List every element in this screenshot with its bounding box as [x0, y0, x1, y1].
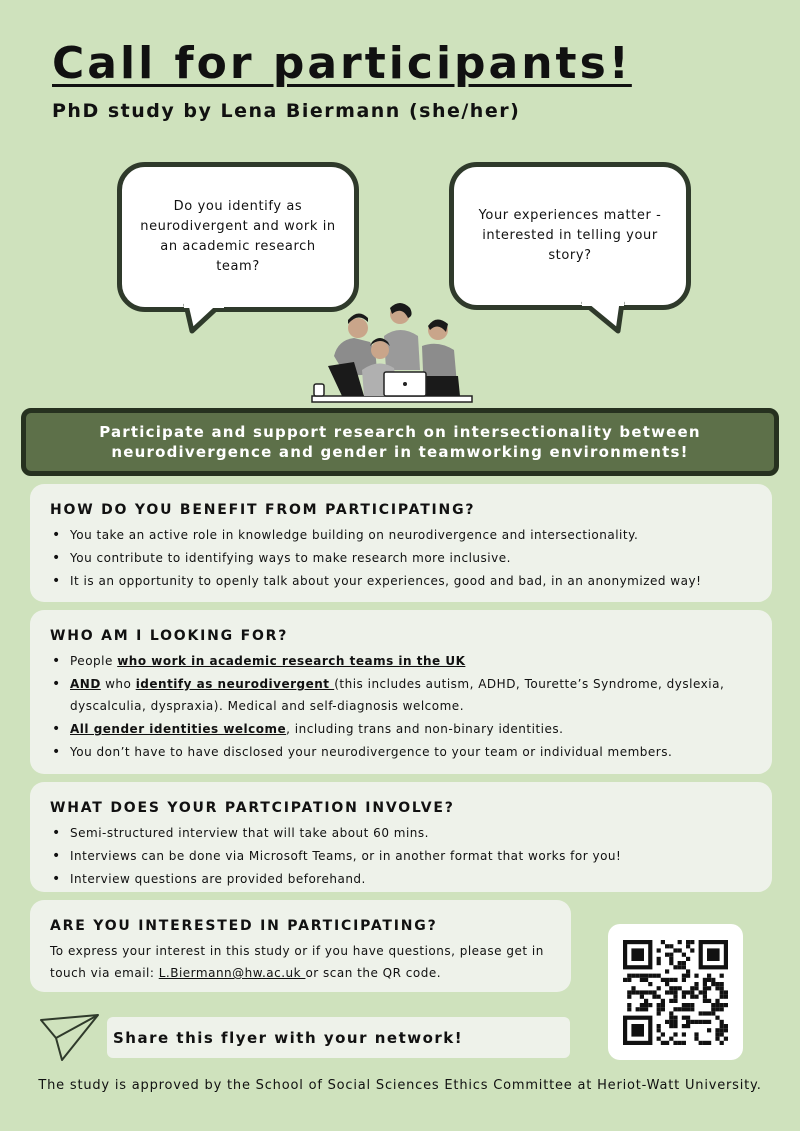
- looking-for-heading: WHO AM I LOOKING FOR?: [50, 628, 289, 644]
- looking-for-list: [50, 650, 752, 763]
- page-title: Call for participants!: [52, 38, 632, 89]
- speech-bubble-tail-left: [180, 303, 230, 335]
- speech-bubble-tail-right: [576, 301, 628, 335]
- list-item: [50, 673, 752, 717]
- qr-code[interactable]: [608, 924, 743, 1060]
- benefits-card: [30, 484, 772, 602]
- page-subtitle: PhD study by Lena Biermann (she/her): [52, 100, 521, 122]
- item-text: (this includes autism, ADHD, Tourette’s Syndrome, dyslexia, dyscalculia, dyspraxia). Medical and self-diagnosis welcome.: [70, 677, 725, 713]
- footer-text: The study is approved by the School of Social Sciences Ethics Committee at Heriot-Watt University.: [38, 1078, 762, 1093]
- interest-text-pre: To express your interest in this study or if you have questions, please get in touch via email:: [50, 944, 544, 980]
- benefits-list: [50, 524, 752, 592]
- list-item: • You take an active role in knowledge building on neurodivergence and intersectionality.: [50, 524, 752, 546]
- paper-plane-icon: [38, 1010, 102, 1064]
- item-text: who: [100, 677, 136, 691]
- benefits-heading: HOW DO YOU BENEFIT FROM PARTICIPATING?: [50, 502, 476, 518]
- involvement-card: [30, 782, 772, 892]
- share-banner: [107, 1017, 570, 1058]
- item-text: People: [70, 654, 118, 668]
- speech-bubble-right: [449, 162, 691, 310]
- email-link[interactable]: L.Biermann@hw.ac.uk: [158, 966, 306, 980]
- bubble-right-text: Your experiences matter - interested in telling your story?: [478, 208, 662, 263]
- list-item: • Semi-structured interview that will take about 60 mins.: [50, 822, 752, 844]
- people-illustration: [306, 296, 476, 408]
- qr-code-icon: [608, 924, 743, 1060]
- share-text: Share this flyer with your network!: [113, 1028, 464, 1047]
- list-item: • Interviews can be done via Microsoft Teams, or in another format that works for you!: [50, 845, 752, 867]
- emphasis-text: AND: [70, 677, 101, 691]
- emphasis-text: identify as neurodivergent: [135, 677, 335, 691]
- interest-card: [30, 900, 571, 992]
- interest-text-post: or scan the QR code.: [305, 966, 442, 980]
- list-item: • It is an opportunity to openly talk about your experiences, good and bad, in an anonymized way!: [50, 570, 752, 592]
- list-item: • You don’t have to have disclosed your neurodivergence to your team or individual members.: [50, 741, 752, 763]
- list-item: [50, 718, 752, 740]
- list-item: • You contribute to identifying ways to make research more inclusive.: [50, 547, 752, 569]
- list-item: • Interview questions are provided beforehand.: [50, 868, 752, 890]
- emphasis-text: who work in academic research teams in the UK: [117, 654, 466, 668]
- involvement-heading: WHAT DOES YOUR PARTCIPATION INVOLVE?: [50, 800, 455, 816]
- interest-text: [50, 940, 551, 984]
- interest-heading: ARE YOU INTERESTED IN PARTICIPATING?: [50, 918, 438, 934]
- emphasis-text: All gender identities welcome: [70, 722, 287, 736]
- bubble-left-text: Do you identify as neurodivergent and work in an academic research team?: [140, 199, 336, 274]
- involvement-list: [50, 822, 752, 890]
- speech-bubble-left: [117, 162, 359, 312]
- item-text: , including trans and non-binary identities.: [286, 722, 564, 736]
- highlight-banner: [21, 408, 779, 476]
- looking-for-card: [30, 610, 772, 774]
- banner-text: Participate and support research on intersectionality between neurodivergence and gender in teamworking environments!: [99, 423, 701, 461]
- list-item: [50, 650, 752, 672]
